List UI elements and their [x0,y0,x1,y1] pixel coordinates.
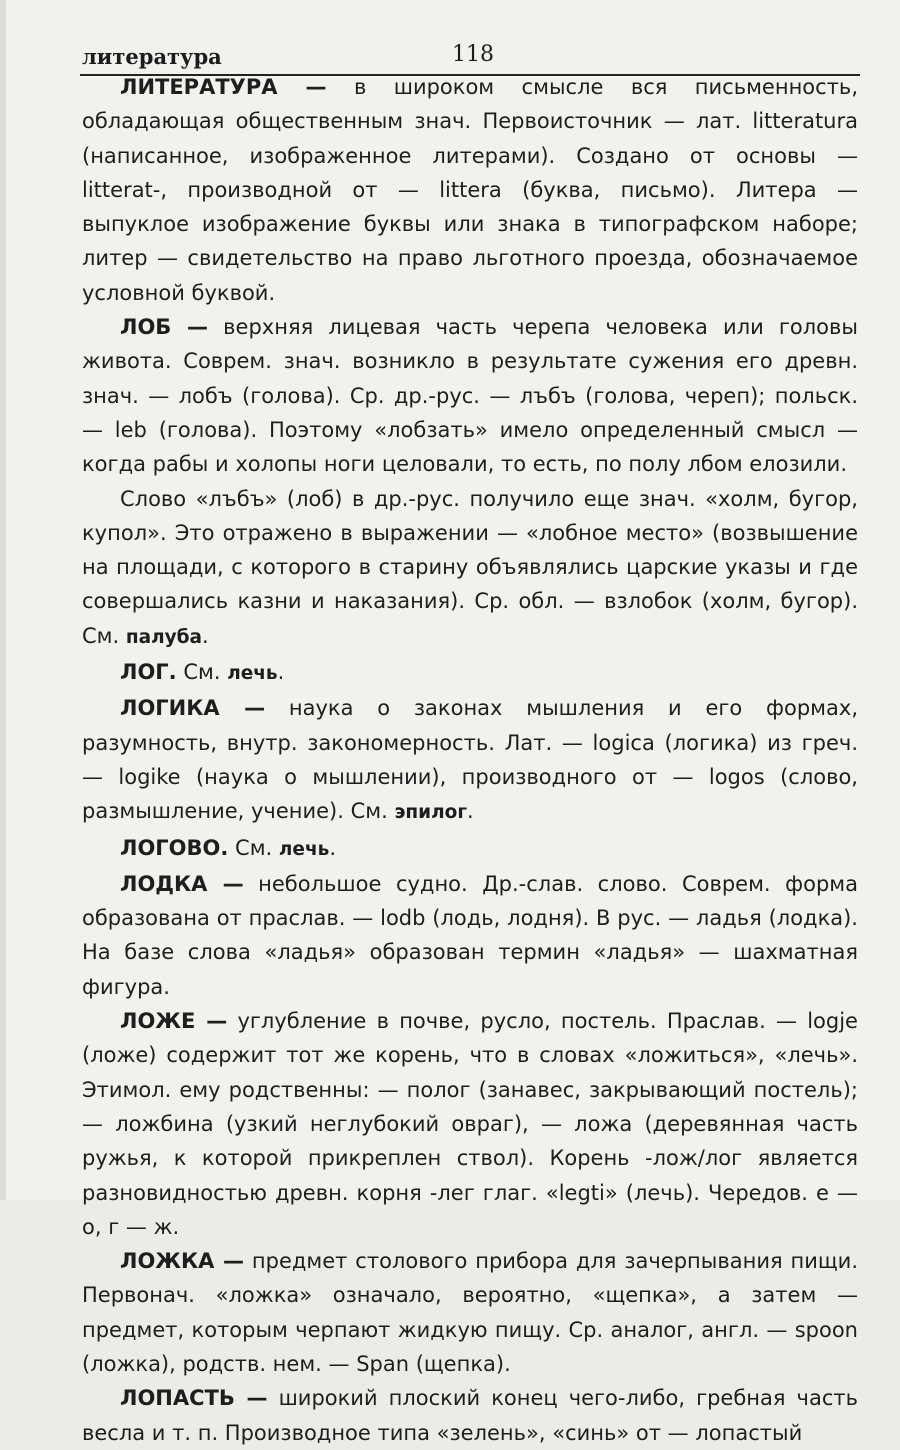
definition: наука о законах мышления и его формах, разумность, внутр. закономерность. Лат. — logica (логика) из греч. — logike (наука о мышлении), производного от — logos (слово, размышление, учение). См. [82,696,858,824]
headword: ЛОЖЕ — [120,1009,228,1034]
entry-lozhe [82,1004,858,1244]
running-head: литература [82,44,222,69]
headword: ЛОБ — [120,315,209,340]
entry-lodka [82,867,858,1004]
definition: Слово «лъбъ» (лоб) в др.-рус. получило еще знач. «холм, бугор, купол». Это отражено в выражении — «лобное место» (возвышение на площади, с которого в старину объявлялись царские указы и где совершались казни и наказания). Ср. обл. — взлобок (холм, бугор). См. [82,486,858,648]
cross-reference: палуба [125,626,203,648]
definition: предмет столового прибора для зачерпывания пищи. Первонач. «ложка» означало, вероятно, «щепка», а затем — предмет, которым черпают жидкую пищу. Ср. аналог, англ. — spoon (ложка), родств. нем. — Span (щепка). [82,1249,859,1376]
entry-lozhka [82,1244,858,1381]
definition: широкий плоский конец чего-либо, гребная часть весла и т. п. Производное типа «зелень», «синь» от — лопастый [82,1386,858,1445]
headword: ЛОДКА — [120,871,244,896]
definition: См. [176,660,228,685]
entry-lob-continued [82,482,858,655]
definition: См. [228,835,279,860]
punctuation: . [466,799,474,824]
entry-logika [82,691,858,830]
headword: ЛОГОВО. [120,835,229,860]
punctuation: . [277,660,285,685]
entry-lob [82,310,858,481]
definition: верхняя лицевая часть черепа человека или головы живота. Соврем. знач. возникло в результате сужения его древн. знач. — лобъ (голова). Ср. др.-рус. — лъбъ (голова, череп); польск. — leb (голова). Поэтому «лобзать» имело определенный смысл — когда рабы и холопы ноги целовали, то есть, по полу лбом елозили. [82,315,858,477]
headword: ЛОЖКА — [120,1249,244,1274]
entry-lopast [82,1381,858,1450]
definition: в широком смысле вся письменность, обладающая общественным знач. Первоисточник — лат. litteratura (написанное, изображенное литерами). Создано от основы — litterat-, производной от — littera (буква, письмо). Литера — выпуклое изображение буквы или знака в типографском наборе; литер — свидетельство на право льготного проезда, обозначаемое условной буквой. [82,75,858,305]
definition: углубление в почве, русло, постель. Праслав. — logje (ложе) содержит тот же корень, что в словах «ложиться», «лечь». Этимол. ему родственны: — полог (занавес, закрывающий постель); — ложбина (узкий неглубокий овраг), — ложа (деревянная часть ружья, к которой прикреплен ствол). Корень -лож/лог является разновидностью древн. корня -лег глаг. «legti» (лечь). Чередов. е — о, г — ж. [82,1009,858,1239]
page-number: 118 [452,42,494,67]
headword: ЛОГИКА — [120,696,266,721]
headword: ЛОПАСТЬ — [120,1386,268,1411]
cross-reference: лечь [227,663,278,685]
dictionary-text [82,70,858,1450]
entry-logovo [82,831,858,867]
definition: небольшое судно. Др.-слав. слово. Соврем. форма образована от праслав. — lodb (лодь, лодня). В рус. — ладья (лодка). На базе слова «ладья» образован термин «ладья» — шахматная фигура. [82,871,858,999]
entry-literatura [82,70,858,310]
headword: ЛИТЕРАТУРА — [120,75,327,99]
cross-reference: лечь [278,838,330,860]
punctuation: . [202,623,209,648]
punctuation: . [329,835,337,860]
headword: ЛОГ. [120,660,177,685]
entry-log [82,655,858,691]
page-edge-shadow [0,0,6,1200]
cross-reference: эпилог [394,802,467,824]
